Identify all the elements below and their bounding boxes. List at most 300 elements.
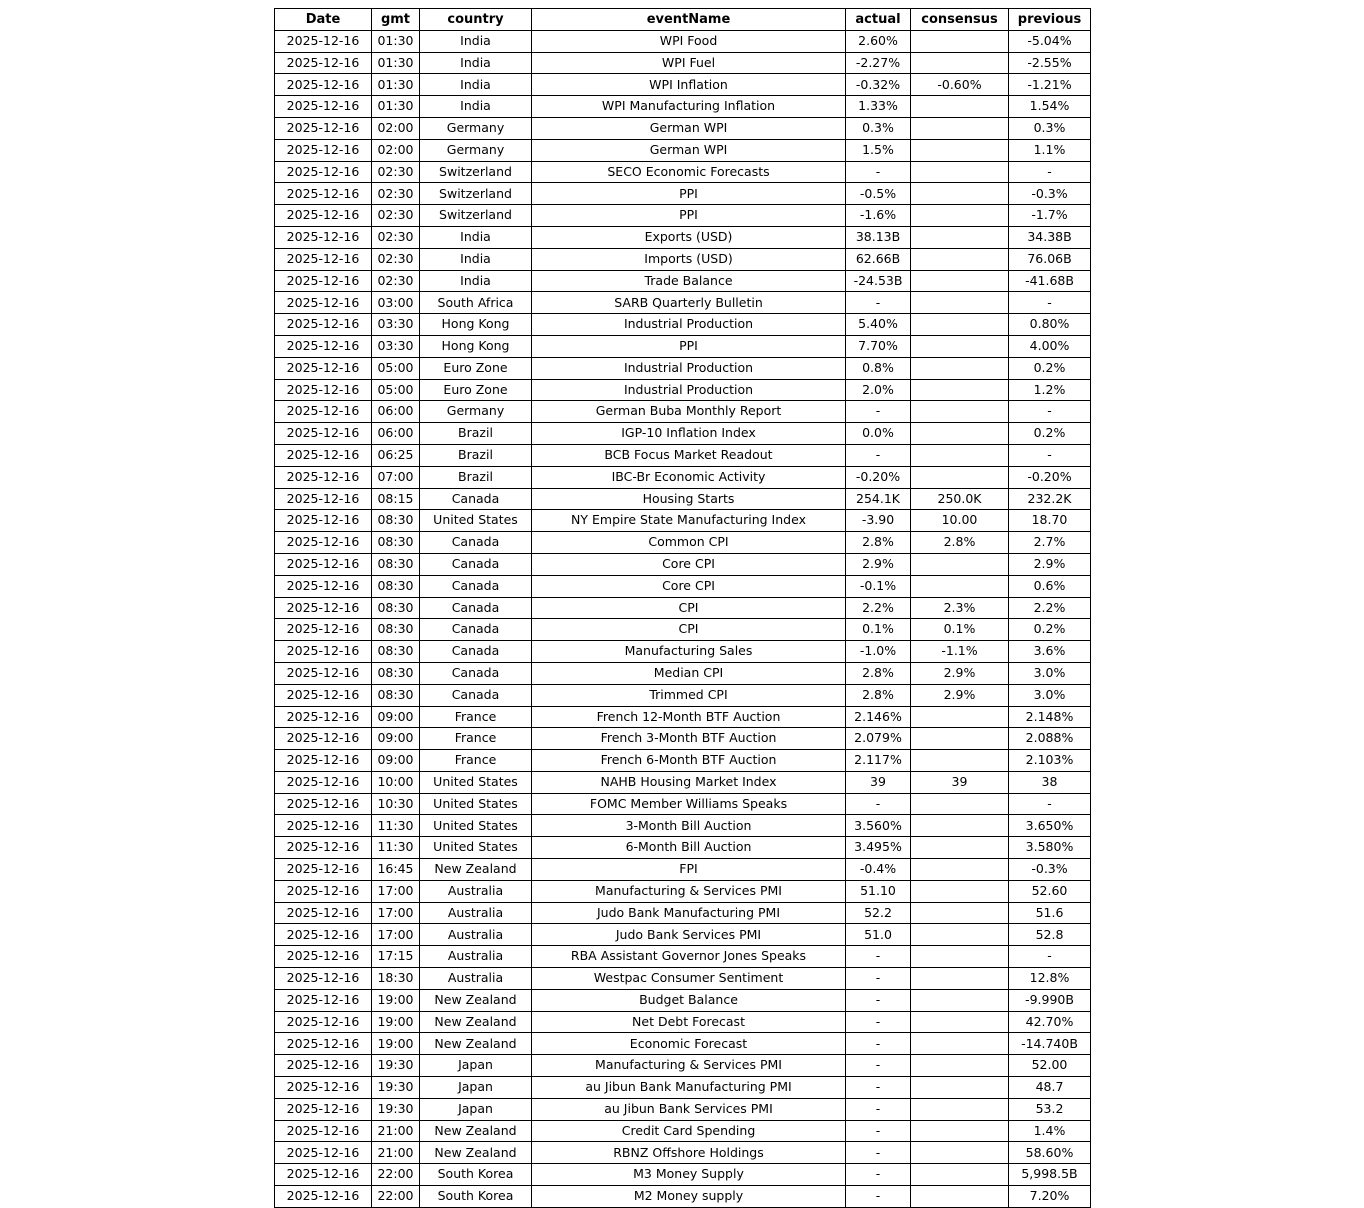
cell-previous: 52.8 (1009, 924, 1091, 946)
cell-previous: 0.6% (1009, 575, 1091, 597)
cell-actual: - (846, 989, 911, 1011)
cell-previous: -0.3% (1009, 859, 1091, 881)
table-row (275, 924, 1091, 946)
cell-gmt: 17:00 (372, 924, 420, 946)
cell-country: United States (420, 771, 532, 793)
cell-date: 2025-12-16 (275, 946, 372, 968)
cell-consensus (911, 728, 1009, 750)
cell-country: France (420, 706, 532, 728)
table-row (275, 532, 1091, 554)
cell-eventName: CPI (532, 597, 846, 619)
cell-country: United States (420, 510, 532, 532)
cell-actual: 1.33% (846, 96, 911, 118)
cell-actual: 2.079% (846, 728, 911, 750)
cell-gmt: 19:30 (372, 1098, 420, 1120)
cell-eventName: German Buba Monthly Report (532, 401, 846, 423)
cell-eventName: Economic Forecast (532, 1033, 846, 1055)
cell-date: 2025-12-16 (275, 30, 372, 52)
cell-date: 2025-12-16 (275, 401, 372, 423)
cell-gmt: 19:00 (372, 1011, 420, 1033)
cell-actual: 51.0 (846, 924, 911, 946)
cell-consensus (911, 1077, 1009, 1099)
cell-previous: 3.0% (1009, 662, 1091, 684)
cell-date: 2025-12-16 (275, 706, 372, 728)
cell-eventName: German WPI (532, 139, 846, 161)
cell-eventName: FPI (532, 859, 846, 881)
cell-actual: 2.2% (846, 597, 911, 619)
cell-consensus (911, 96, 1009, 118)
cell-gmt: 09:00 (372, 706, 420, 728)
cell-previous: -1.7% (1009, 205, 1091, 227)
cell-consensus (911, 880, 1009, 902)
table-row (275, 597, 1091, 619)
cell-previous: 52.60 (1009, 880, 1091, 902)
cell-eventName: Westpac Consumer Sentiment (532, 968, 846, 990)
cell-actual: - (846, 1120, 911, 1142)
cell-actual: 62.66B (846, 248, 911, 270)
cell-date: 2025-12-16 (275, 161, 372, 183)
cell-date: 2025-12-16 (275, 335, 372, 357)
cell-previous: 3.580% (1009, 837, 1091, 859)
cell-previous: 2.2% (1009, 597, 1091, 619)
cell-actual: - (846, 1055, 911, 1077)
cell-consensus (911, 139, 1009, 161)
cell-consensus (911, 30, 1009, 52)
cell-actual: 52.2 (846, 902, 911, 924)
cell-gmt: 06:00 (372, 423, 420, 445)
cell-date: 2025-12-16 (275, 226, 372, 248)
cell-gmt: 02:00 (372, 139, 420, 161)
cell-country: Switzerland (420, 183, 532, 205)
cell-consensus (911, 205, 1009, 227)
table-row (275, 466, 1091, 488)
cell-country: Switzerland (420, 205, 532, 227)
cell-date: 2025-12-16 (275, 837, 372, 859)
cell-date: 2025-12-16 (275, 902, 372, 924)
cell-eventName: 3-Month Bill Auction (532, 815, 846, 837)
cell-actual: 2.8% (846, 662, 911, 684)
cell-previous: 38 (1009, 771, 1091, 793)
cell-actual: 0.8% (846, 357, 911, 379)
column-header-date[interactable]: Date (275, 9, 372, 31)
cell-eventName: SARB Quarterly Bulletin (532, 292, 846, 314)
cell-date: 2025-12-16 (275, 314, 372, 336)
cell-country: Brazil (420, 466, 532, 488)
cell-country: New Zealand (420, 1120, 532, 1142)
cell-actual: -24.53B (846, 270, 911, 292)
table-row (275, 662, 1091, 684)
cell-date: 2025-12-16 (275, 466, 372, 488)
cell-country: Canada (420, 641, 532, 663)
cell-date: 2025-12-16 (275, 1120, 372, 1142)
cell-country: Canada (420, 597, 532, 619)
cell-eventName: BCB Focus Market Readout (532, 444, 846, 466)
cell-gmt: 08:30 (372, 575, 420, 597)
cell-actual: - (846, 1142, 911, 1164)
cell-gmt: 01:30 (372, 96, 420, 118)
cell-eventName: au Jibun Bank Services PMI (532, 1098, 846, 1120)
cell-eventName: Core CPI (532, 553, 846, 575)
cell-eventName: French 6-Month BTF Auction (532, 750, 846, 772)
cell-eventName: Industrial Production (532, 357, 846, 379)
cell-eventName: German WPI (532, 117, 846, 139)
cell-date: 2025-12-16 (275, 771, 372, 793)
cell-gmt: 02:00 (372, 117, 420, 139)
cell-actual: 2.8% (846, 684, 911, 706)
cell-date: 2025-12-16 (275, 96, 372, 118)
cell-eventName: SECO Economic Forecasts (532, 161, 846, 183)
cell-consensus (911, 1055, 1009, 1077)
cell-date: 2025-12-16 (275, 1011, 372, 1033)
cell-gmt: 02:30 (372, 248, 420, 270)
cell-eventName: NY Empire State Manufacturing Index (532, 510, 846, 532)
cell-date: 2025-12-16 (275, 1033, 372, 1055)
cell-eventName: IGP-10 Inflation Index (532, 423, 846, 445)
column-header-previous[interactable]: previous (1009, 9, 1091, 31)
cell-gmt: 19:30 (372, 1055, 420, 1077)
cell-country: New Zealand (420, 1011, 532, 1033)
cell-eventName: M3 Money Supply (532, 1164, 846, 1186)
cell-previous: 48.7 (1009, 1077, 1091, 1099)
cell-date: 2025-12-16 (275, 641, 372, 663)
table-row (275, 270, 1091, 292)
cell-actual: 2.146% (846, 706, 911, 728)
cell-gmt: 06:00 (372, 401, 420, 423)
cell-eventName: Trade Balance (532, 270, 846, 292)
cell-gmt: 22:00 (372, 1164, 420, 1186)
cell-consensus (911, 750, 1009, 772)
cell-previous: 0.80% (1009, 314, 1091, 336)
cell-country: New Zealand (420, 1033, 532, 1055)
column-header-actual[interactable]: actual (846, 9, 911, 31)
cell-actual: -0.1% (846, 575, 911, 597)
cell-gmt: 07:00 (372, 466, 420, 488)
cell-actual: 2.8% (846, 532, 911, 554)
table-row (275, 357, 1091, 379)
cell-country: Brazil (420, 423, 532, 445)
cell-eventName: FOMC Member Williams Speaks (532, 793, 846, 815)
cell-gmt: 03:00 (372, 292, 420, 314)
cell-country: Canada (420, 532, 532, 554)
cell-date: 2025-12-16 (275, 444, 372, 466)
cell-actual: 254.1K (846, 488, 911, 510)
cell-previous: 2.9% (1009, 553, 1091, 575)
cell-country: New Zealand (420, 859, 532, 881)
table-row (275, 226, 1091, 248)
column-header-eventName[interactable]: eventName (532, 9, 846, 31)
cell-eventName: IBC-Br Economic Activity (532, 466, 846, 488)
cell-consensus (911, 1120, 1009, 1142)
cell-eventName: Common CPI (532, 532, 846, 554)
cell-eventName: WPI Inflation (532, 74, 846, 96)
cell-country: Germany (420, 117, 532, 139)
cell-country: New Zealand (420, 989, 532, 1011)
cell-date: 2025-12-16 (275, 1098, 372, 1120)
cell-date: 2025-12-16 (275, 1186, 372, 1208)
cell-actual: 51.10 (846, 880, 911, 902)
column-header-consensus[interactable]: consensus (911, 9, 1009, 31)
cell-actual: 2.9% (846, 553, 911, 575)
cell-actual: -1.6% (846, 205, 911, 227)
cell-consensus (911, 924, 1009, 946)
cell-previous: 42.70% (1009, 1011, 1091, 1033)
cell-eventName: Housing Starts (532, 488, 846, 510)
cell-date: 2025-12-16 (275, 74, 372, 96)
cell-eventName: au Jibun Bank Manufacturing PMI (532, 1077, 846, 1099)
cell-gmt: 08:30 (372, 619, 420, 641)
cell-country: South Korea (420, 1164, 532, 1186)
cell-eventName: Core CPI (532, 575, 846, 597)
cell-gmt: 17:00 (372, 902, 420, 924)
cell-consensus (911, 357, 1009, 379)
table-row (275, 205, 1091, 227)
cell-consensus (911, 1186, 1009, 1208)
cell-date: 2025-12-16 (275, 510, 372, 532)
cell-previous: - (1009, 793, 1091, 815)
cell-country: Canada (420, 684, 532, 706)
cell-eventName: NAHB Housing Market Index (532, 771, 846, 793)
cell-eventName: PPI (532, 335, 846, 357)
column-header-country[interactable]: country (420, 9, 532, 31)
cell-previous: - (1009, 161, 1091, 183)
cell-actual: - (846, 946, 911, 968)
cell-consensus (911, 553, 1009, 575)
cell-consensus (911, 1098, 1009, 1120)
cell-consensus (911, 270, 1009, 292)
cell-consensus (911, 161, 1009, 183)
table-row (275, 1033, 1091, 1055)
cell-gmt: 08:30 (372, 641, 420, 663)
cell-country: India (420, 74, 532, 96)
cell-gmt: 10:30 (372, 793, 420, 815)
cell-date: 2025-12-16 (275, 750, 372, 772)
cell-eventName: M2 Money supply (532, 1186, 846, 1208)
cell-actual: 0.3% (846, 117, 911, 139)
cell-actual: -3.90 (846, 510, 911, 532)
cell-date: 2025-12-16 (275, 532, 372, 554)
cell-gmt: 08:30 (372, 532, 420, 554)
cell-previous: -2.55% (1009, 52, 1091, 74)
cell-previous: 2.148% (1009, 706, 1091, 728)
cell-previous: 0.3% (1009, 117, 1091, 139)
cell-consensus: -0.60% (911, 74, 1009, 96)
cell-consensus: 10.00 (911, 510, 1009, 532)
table-row (275, 30, 1091, 52)
cell-gmt: 10:00 (372, 771, 420, 793)
table-row (275, 117, 1091, 139)
cell-gmt: 09:00 (372, 750, 420, 772)
cell-country: Canada (420, 662, 532, 684)
cell-previous: -0.20% (1009, 466, 1091, 488)
column-header-gmt[interactable]: gmt (372, 9, 420, 31)
cell-date: 2025-12-16 (275, 924, 372, 946)
cell-gmt: 16:45 (372, 859, 420, 881)
cell-date: 2025-12-16 (275, 684, 372, 706)
cell-consensus (911, 314, 1009, 336)
cell-consensus (911, 335, 1009, 357)
cell-actual: 3.495% (846, 837, 911, 859)
table-row (275, 401, 1091, 423)
cell-country: France (420, 728, 532, 750)
cell-actual: 2.60% (846, 30, 911, 52)
cell-eventName: 6-Month Bill Auction (532, 837, 846, 859)
cell-eventName: Trimmed CPI (532, 684, 846, 706)
cell-date: 2025-12-16 (275, 117, 372, 139)
cell-gmt: 09:00 (372, 728, 420, 750)
table-row (275, 379, 1091, 401)
cell-country: Hong Kong (420, 314, 532, 336)
table-row (275, 793, 1091, 815)
cell-country: India (420, 52, 532, 74)
cell-previous: 4.00% (1009, 335, 1091, 357)
table-row (275, 1077, 1091, 1099)
cell-eventName: PPI (532, 205, 846, 227)
cell-country: India (420, 96, 532, 118)
cell-country: Australia (420, 924, 532, 946)
cell-gmt: 08:30 (372, 553, 420, 575)
cell-consensus (911, 989, 1009, 1011)
table-row (275, 837, 1091, 859)
cell-previous: 232.2K (1009, 488, 1091, 510)
cell-date: 2025-12-16 (275, 815, 372, 837)
table-row (275, 183, 1091, 205)
cell-actual: 7.70% (846, 335, 911, 357)
cell-gmt: 19:00 (372, 1033, 420, 1055)
cell-eventName: French 3-Month BTF Auction (532, 728, 846, 750)
cell-country: India (420, 270, 532, 292)
cell-consensus (911, 466, 1009, 488)
cell-previous: -14.740B (1009, 1033, 1091, 1055)
table-row (275, 139, 1091, 161)
cell-previous: - (1009, 946, 1091, 968)
cell-actual: -0.20% (846, 466, 911, 488)
cell-consensus: 2.3% (911, 597, 1009, 619)
cell-consensus (911, 226, 1009, 248)
cell-actual: -0.5% (846, 183, 911, 205)
cell-previous: - (1009, 401, 1091, 423)
cell-previous: 7.20% (1009, 1186, 1091, 1208)
cell-gmt: 22:00 (372, 1186, 420, 1208)
table-row (275, 771, 1091, 793)
cell-country: United States (420, 793, 532, 815)
cell-previous: 0.2% (1009, 423, 1091, 445)
cell-eventName: Median CPI (532, 662, 846, 684)
cell-previous: 2.088% (1009, 728, 1091, 750)
cell-actual: - (846, 1011, 911, 1033)
cell-actual: - (846, 1186, 911, 1208)
cell-gmt: 01:30 (372, 30, 420, 52)
cell-eventName: RBNZ Offshore Holdings (532, 1142, 846, 1164)
cell-previous: 51.6 (1009, 902, 1091, 924)
cell-actual: -0.32% (846, 74, 911, 96)
economic-calendar-table (274, 8, 1091, 1208)
cell-consensus (911, 706, 1009, 728)
cell-date: 2025-12-16 (275, 597, 372, 619)
cell-eventName: PPI (532, 183, 846, 205)
table-row (275, 1120, 1091, 1142)
table-row (275, 880, 1091, 902)
cell-gmt: 08:30 (372, 662, 420, 684)
cell-gmt: 08:30 (372, 684, 420, 706)
cell-eventName: WPI Food (532, 30, 846, 52)
table-row (275, 641, 1091, 663)
cell-gmt: 03:30 (372, 335, 420, 357)
table-header (275, 9, 1091, 31)
cell-eventName: RBA Assistant Governor Jones Speaks (532, 946, 846, 968)
cell-eventName: Exports (USD) (532, 226, 846, 248)
cell-consensus: 2.8% (911, 532, 1009, 554)
table-row (275, 1098, 1091, 1120)
cell-previous: 34.38B (1009, 226, 1091, 248)
table-row (275, 750, 1091, 772)
table-row (275, 335, 1091, 357)
cell-country: Japan (420, 1055, 532, 1077)
table-row (275, 423, 1091, 445)
cell-consensus (911, 444, 1009, 466)
cell-date: 2025-12-16 (275, 139, 372, 161)
cell-consensus (911, 1033, 1009, 1055)
table-row (275, 946, 1091, 968)
cell-previous: -0.3% (1009, 183, 1091, 205)
cell-date: 2025-12-16 (275, 292, 372, 314)
cell-actual: 3.560% (846, 815, 911, 837)
cell-eventName: Budget Balance (532, 989, 846, 1011)
cell-previous: 18.70 (1009, 510, 1091, 532)
cell-country: Euro Zone (420, 357, 532, 379)
cell-date: 2025-12-16 (275, 880, 372, 902)
cell-actual: - (846, 1098, 911, 1120)
cell-eventName: CPI (532, 619, 846, 641)
cell-date: 2025-12-16 (275, 728, 372, 750)
cell-gmt: 05:00 (372, 379, 420, 401)
cell-country: Canada (420, 619, 532, 641)
cell-consensus (911, 423, 1009, 445)
cell-previous: -41.68B (1009, 270, 1091, 292)
cell-date: 2025-12-16 (275, 423, 372, 445)
cell-gmt: 21:00 (372, 1142, 420, 1164)
cell-gmt: 01:30 (372, 52, 420, 74)
cell-gmt: 17:00 (372, 880, 420, 902)
cell-previous: 1.54% (1009, 96, 1091, 118)
cell-date: 2025-12-16 (275, 52, 372, 74)
cell-date: 2025-12-16 (275, 357, 372, 379)
table-row (275, 161, 1091, 183)
cell-gmt: 02:30 (372, 270, 420, 292)
table-row (275, 728, 1091, 750)
table-row (275, 1055, 1091, 1077)
cell-gmt: 03:30 (372, 314, 420, 336)
cell-consensus (911, 859, 1009, 881)
cell-gmt: 11:30 (372, 837, 420, 859)
cell-gmt: 08:30 (372, 510, 420, 532)
cell-previous: 1.4% (1009, 1120, 1091, 1142)
table-header-row (275, 9, 1091, 31)
table-row (275, 859, 1091, 881)
cell-eventName: Manufacturing Sales (532, 641, 846, 663)
cell-previous: 76.06B (1009, 248, 1091, 270)
cell-actual: 0.0% (846, 423, 911, 445)
table-row (275, 684, 1091, 706)
table-body (275, 30, 1091, 1207)
cell-actual: 39 (846, 771, 911, 793)
cell-previous: 0.2% (1009, 357, 1091, 379)
cell-date: 2025-12-16 (275, 619, 372, 641)
cell-country: India (420, 30, 532, 52)
cell-gmt: 21:00 (372, 1120, 420, 1142)
cell-actual: - (846, 793, 911, 815)
cell-actual: -0.4% (846, 859, 911, 881)
table-row (275, 575, 1091, 597)
